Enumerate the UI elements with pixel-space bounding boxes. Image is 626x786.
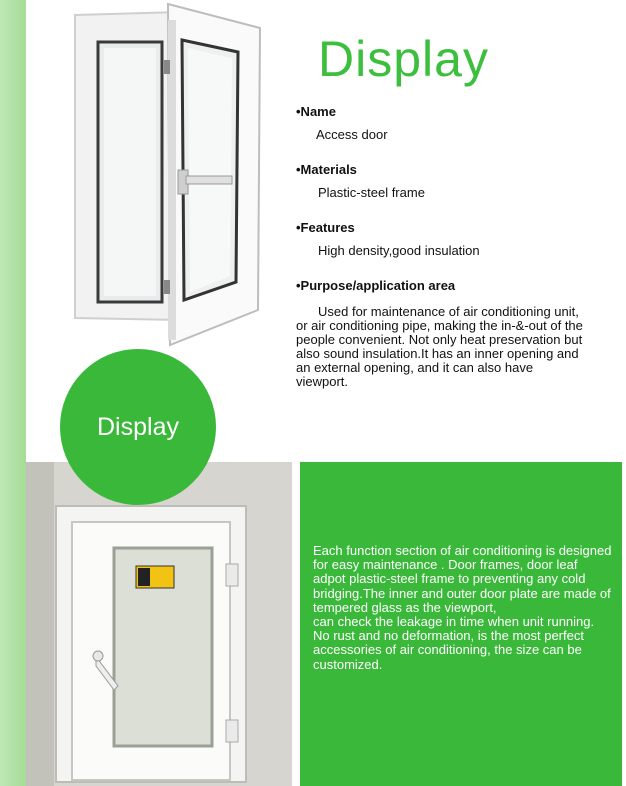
spec-label-materials: •Materials — [296, 162, 357, 177]
green-panel-text: Each function section of air conditioning is designed for easy maintenance . Door frames, door leaf adpot plastic-steel frame to preventing any cold bridging.The inner and outer door plate are made of tempered glass as the viewport, can check the leakage in time when unit running. No rust and no deformation, is the most perfect accessories of air conditioning, the size can be customized. — [313, 543, 612, 672]
spec-value-materials: Plastic-steel frame — [318, 185, 425, 200]
spec-label-features: •Features — [296, 220, 355, 235]
spec-label-purpose: •Purpose/application area — [296, 278, 456, 293]
page-title: Display — [318, 31, 489, 87]
decorative-side-stripe — [0, 0, 26, 786]
product-photo-open-door — [60, 0, 270, 350]
product-photo-access-door — [26, 462, 292, 786]
spec-label-name: •Name — [296, 104, 336, 119]
green-info-panel — [300, 462, 622, 786]
spec-value-name: Access door — [316, 127, 388, 142]
display-badge — [60, 349, 216, 505]
purpose-description: Used for maintenance of air conditioning unit, or air conditioning pipe, making the in-&-out of the people convenient. Not only heat preservation but also sound insulation.It has an inner opening and an external opening, and it can also have viewport. — [296, 304, 583, 389]
spec-list — [296, 104, 596, 301]
display-badge-label: Display — [97, 412, 179, 441]
spec-value-features: High density,good insulation — [318, 243, 480, 258]
